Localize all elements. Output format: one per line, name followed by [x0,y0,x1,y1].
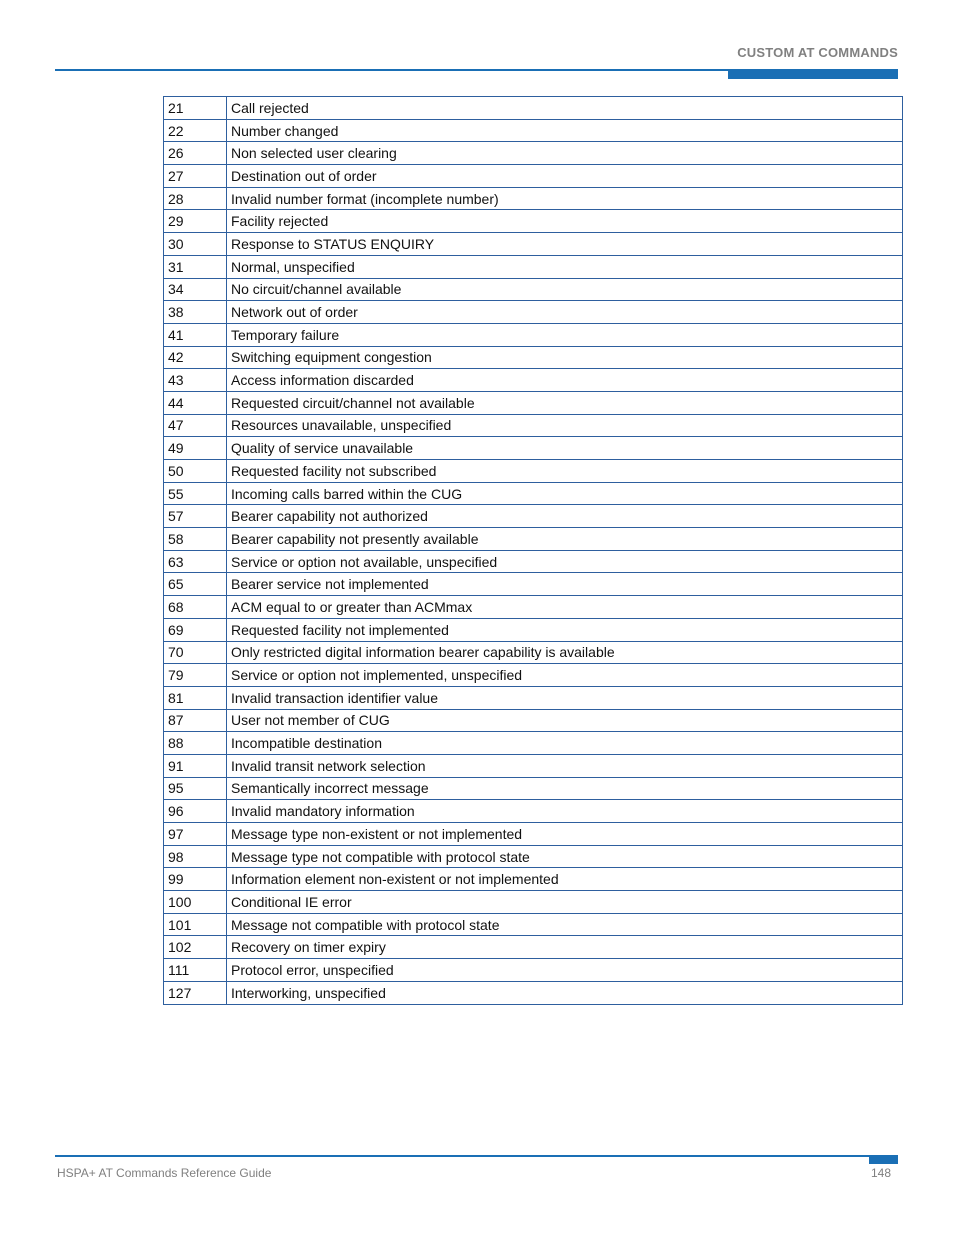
cause-description-cell: Temporary failure [227,323,903,346]
cause-code-cell: 38 [164,301,227,324]
table-row [164,618,903,641]
cause-description-cell: Bearer capability not presently available [227,528,903,551]
cause-description-cell: Network out of order [227,301,903,324]
table-row [164,641,903,664]
cause-description-cell: Semantically incorrect message [227,777,903,800]
table-row [164,959,903,982]
cause-description-cell: Service or option not available, unspecified [227,550,903,573]
cause-description-cell: Only restricted digital information bearer capability is available [227,641,903,664]
table-row [164,369,903,392]
cause-description-cell: Facility rejected [227,210,903,233]
table-row [164,255,903,278]
cause-code-cell: 91 [164,754,227,777]
cause-description-cell: Conditional IE error [227,891,903,914]
table-row [164,754,903,777]
footer-accent-tab [869,1156,898,1164]
cause-description-cell: Non selected user clearing [227,142,903,165]
header-accent-tab [728,71,898,79]
table-row [164,346,903,369]
cause-code-cell: 58 [164,528,227,551]
cause-code-cell: 79 [164,664,227,687]
table-row [164,981,903,1004]
footer-rule [55,1155,898,1157]
cause-code-cell: 21 [164,97,227,120]
cause-description-cell: Invalid number format (incomplete number) [227,187,903,210]
cause-description-cell: User not member of CUG [227,709,903,732]
table-row [164,528,903,551]
cause-description-cell: Number changed [227,119,903,142]
cause-code-cell: 70 [164,641,227,664]
cause-description-cell: Message type non-existent or not implemented [227,823,903,846]
cause-code-cell: 43 [164,369,227,392]
table-row [164,437,903,460]
table-row [164,913,903,936]
table-row [164,142,903,165]
cause-description-cell: Response to STATUS ENQUIRY [227,233,903,256]
cause-description-cell: Message not compatible with protocol state [227,913,903,936]
cause-code-cell: 22 [164,119,227,142]
table-row [164,596,903,619]
cause-description-cell: Requested circuit/channel not available [227,391,903,414]
cause-description-cell: Information element non-existent or not implemented [227,868,903,891]
cause-code-cell: 81 [164,686,227,709]
cause-code-cell: 26 [164,142,227,165]
table-row [164,460,903,483]
table-row [164,709,903,732]
cause-description-cell: Invalid mandatory information [227,800,903,823]
cause-code-cell: 96 [164,800,227,823]
cause-description-cell: Resources unavailable, unspecified [227,414,903,437]
table-row [164,777,903,800]
cause-code-cell: 41 [164,323,227,346]
cause-code-cell: 111 [164,959,227,982]
table-row [164,823,903,846]
table-row [164,482,903,505]
footer-document-title: HSPA+ AT Commands Reference Guide [57,1166,272,1180]
table-row [164,800,903,823]
cause-code-cell: 87 [164,709,227,732]
cause-code-cell: 65 [164,573,227,596]
table-row [164,686,903,709]
cause-code-table-body [164,97,903,1005]
cause-code-cell: 68 [164,596,227,619]
cause-code-cell: 99 [164,868,227,891]
cause-code-cell: 29 [164,210,227,233]
cause-description-cell: Bearer service not implemented [227,573,903,596]
cause-code-cell: 88 [164,732,227,755]
cause-description-cell: Message type not compatible with protocol state [227,845,903,868]
footer-page-number: 148 [870,1166,891,1180]
table-row [164,323,903,346]
cause-code-cell: 97 [164,823,227,846]
cause-code-cell: 27 [164,165,227,188]
table-row [164,936,903,959]
table-row [164,210,903,233]
cause-description-cell: Normal, unspecified [227,255,903,278]
cause-code-cell: 102 [164,936,227,959]
table-row [164,868,903,891]
cause-code-cell: 30 [164,233,227,256]
cause-description-cell: Invalid transaction identifier value [227,686,903,709]
cause-description-cell: Recovery on timer expiry [227,936,903,959]
cause-code-cell: 42 [164,346,227,369]
cause-description-cell: Protocol error, unspecified [227,959,903,982]
table-row [164,664,903,687]
cause-code-cell: 47 [164,414,227,437]
cause-code-cell: 100 [164,891,227,914]
table-row [164,391,903,414]
table-row [164,414,903,437]
cause-code-table [163,96,903,1005]
cause-description-cell: Interworking, unspecified [227,981,903,1004]
cause-description-cell: Quality of service unavailable [227,437,903,460]
cause-code-cell: 98 [164,845,227,868]
table-row [164,732,903,755]
table-row [164,301,903,324]
cause-description-cell: Destination out of order [227,165,903,188]
cause-code-cell: 50 [164,460,227,483]
cause-code-cell: 28 [164,187,227,210]
table-row [164,278,903,301]
cause-code-cell: 31 [164,255,227,278]
table-row [164,505,903,528]
cause-code-cell: 57 [164,505,227,528]
cause-description-cell: Bearer capability not authorized [227,505,903,528]
table-row [164,233,903,256]
table-row [164,573,903,596]
cause-code-cell: 55 [164,482,227,505]
table-row [164,165,903,188]
cause-description-cell: Incompatible destination [227,732,903,755]
page-header-title: CUSTOM AT COMMANDS [737,45,898,60]
cause-description-cell: Call rejected [227,97,903,120]
cause-code-cell: 127 [164,981,227,1004]
cause-description-cell: Access information discarded [227,369,903,392]
cause-description-cell: Switching equipment congestion [227,346,903,369]
cause-code-cell: 69 [164,618,227,641]
cause-description-cell: Requested facility not subscribed [227,460,903,483]
cause-description-cell: Incoming calls barred within the CUG [227,482,903,505]
table-row [164,119,903,142]
table-row [164,97,903,120]
cause-code-cell: 34 [164,278,227,301]
cause-description-cell: No circuit/channel available [227,278,903,301]
table-row [164,187,903,210]
cause-description-cell: ACM equal to or greater than ACMmax [227,596,903,619]
cause-code-cell: 44 [164,391,227,414]
cause-code-cell: 95 [164,777,227,800]
cause-description-cell: Invalid transit network selection [227,754,903,777]
cause-description-cell: Service or option not implemented, unspecified [227,664,903,687]
cause-description-cell: Requested facility not implemented [227,618,903,641]
cause-code-cell: 49 [164,437,227,460]
cause-code-cell: 63 [164,550,227,573]
table-row [164,891,903,914]
table-row [164,550,903,573]
cause-code-cell: 101 [164,913,227,936]
table-row [164,845,903,868]
